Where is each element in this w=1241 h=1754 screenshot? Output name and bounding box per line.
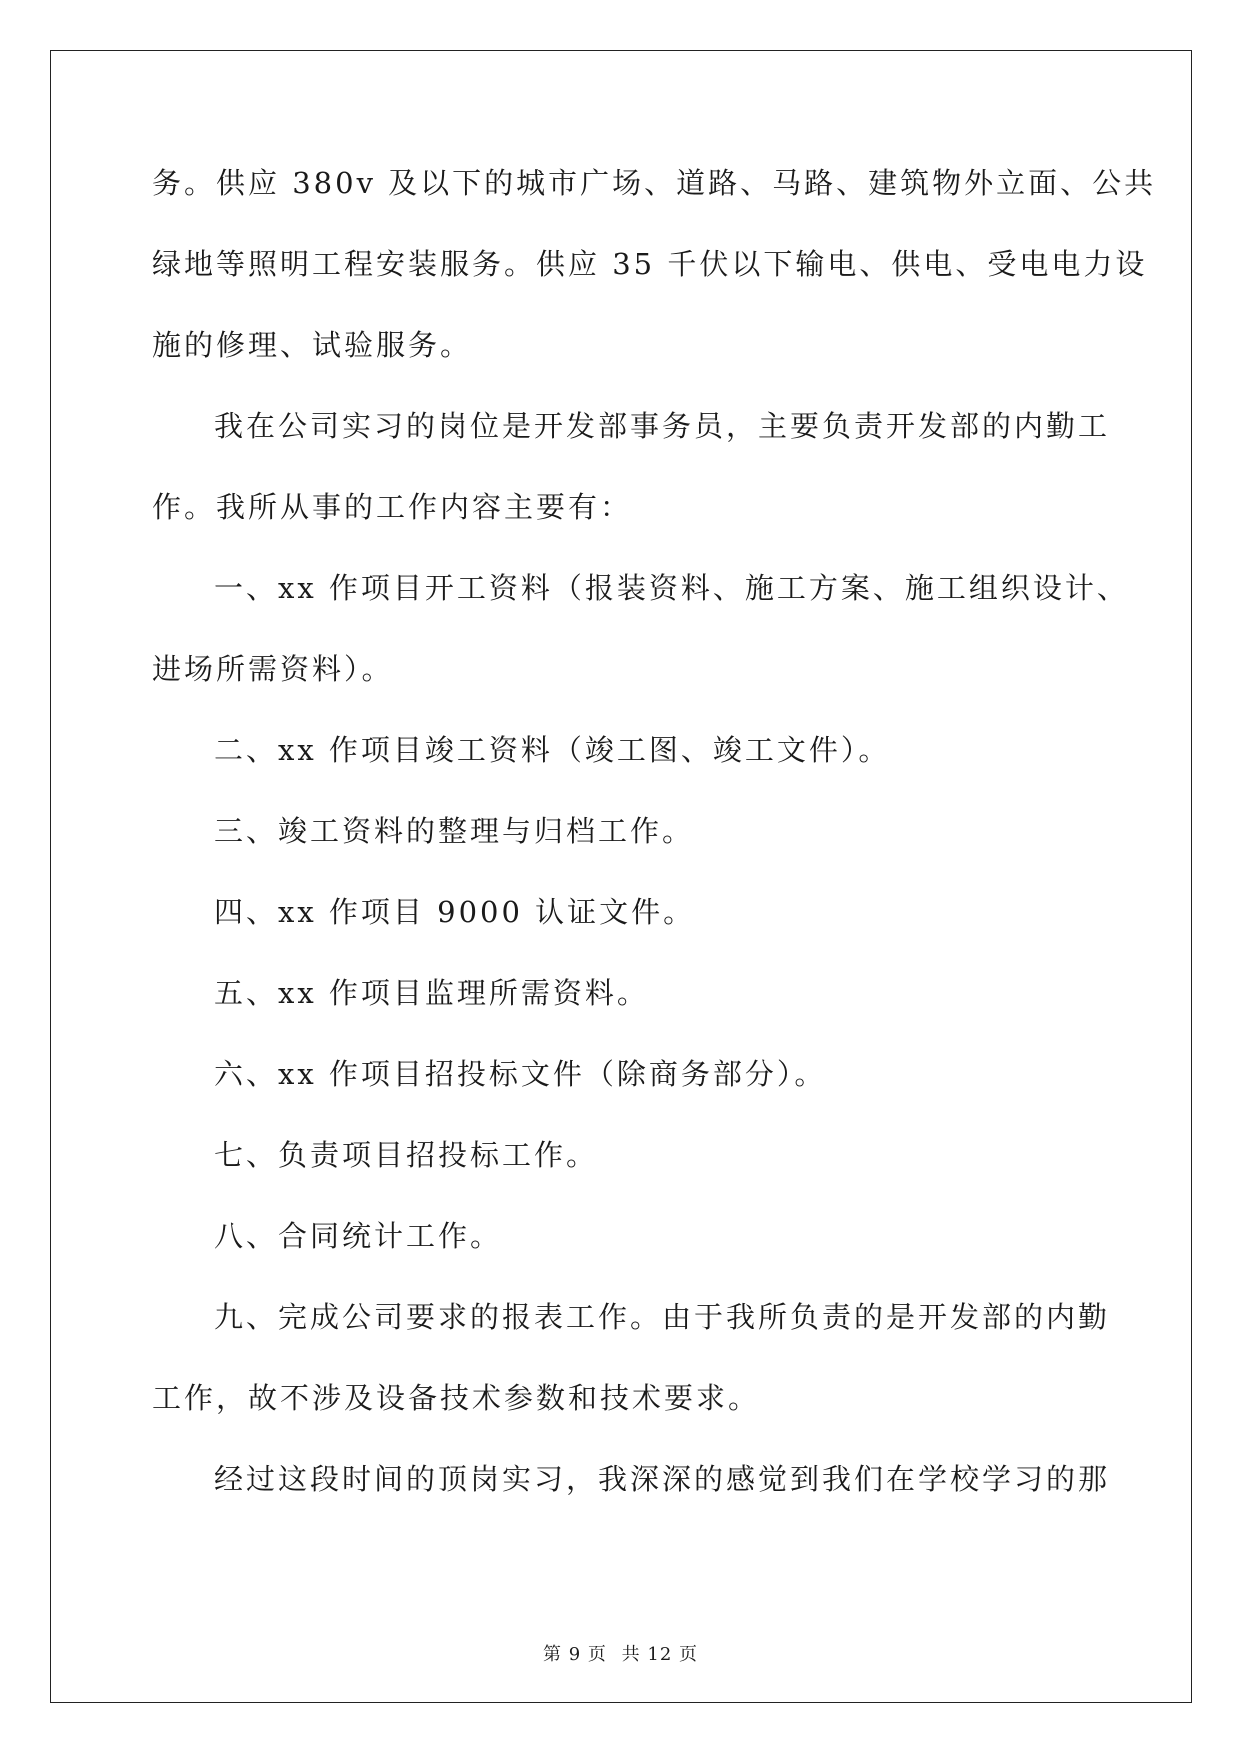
paragraph-start: 我在公司实习的岗位是开发部事务员，主要负责开发部的内勤工 (214, 409, 1111, 443)
list-item: 三、竣工资料的整理与归档工作。 (214, 814, 695, 848)
paragraph-start: 经过这段时间的顶岗实习，我深深的感觉到我们在学校学习的那 (214, 1462, 1111, 1496)
list-item: 一、xx 作项目开工资料（报装资料、施工方案、施工组织设计、 (214, 571, 1129, 605)
text-line: 绿地等照明工程安装服务。供应 35 千伏以下输电、供电、受电电力设 (152, 247, 1148, 281)
list-item: 五、xx 作项目监理所需资料。 (214, 976, 649, 1010)
text-line: 施的修理、试验服务。 (152, 328, 473, 362)
text-line: 工作，故不涉及设备技术参数和技术要求。 (152, 1381, 761, 1415)
text-line: 进场所需资料）。 (152, 652, 394, 686)
list-item: 七、负责项目招投标工作。 (214, 1138, 599, 1172)
page-total: 共 12 页 (621, 1644, 698, 1665)
list-item: 九、完成公司要求的报表工作。由于我所负责的是开发部的内勤 (214, 1300, 1111, 1334)
list-item: 四、xx 作项目 9000 认证文件。 (214, 895, 696, 929)
text-line: 作。我所从事的工作内容主要有： (152, 490, 633, 524)
list-item: 六、xx 作项目招投标文件（除商务部分）。 (214, 1057, 827, 1091)
page-number: 第 9 页 (543, 1644, 607, 1665)
list-item: 二、xx 作项目竣工资料（竣工图、竣工文件）。 (214, 733, 891, 767)
page-footer (0, 1640, 1241, 1666)
list-item: 八、合同统计工作。 (214, 1219, 503, 1253)
document-body (152, 165, 1157, 1542)
text-line: 务。供应 380v 及以下的城市广场、道路、马路、建筑物外立面、公共 (152, 166, 1157, 200)
